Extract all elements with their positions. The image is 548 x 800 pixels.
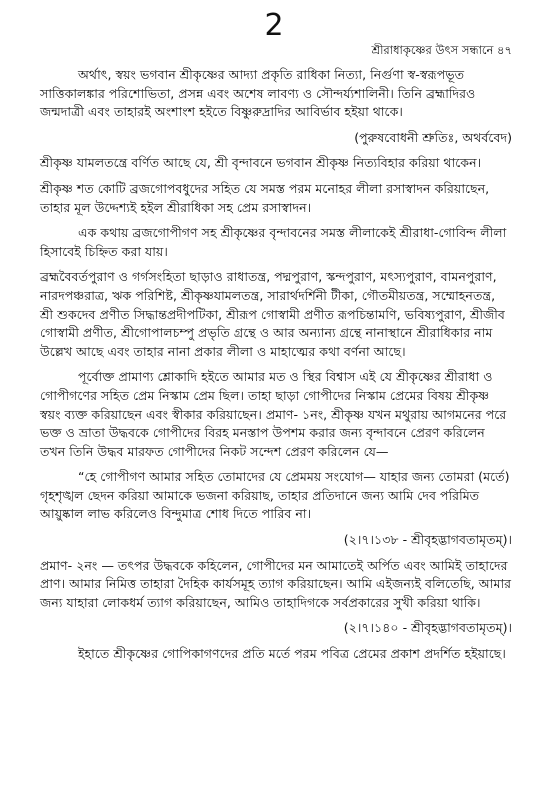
quote-paragraph: “হে গোপীগণ আমার সহিত তোমাদের যে প্রেমময় সংযোগ— যাহার জন্য তোমরা (মর্তে) গৃহশৃঙ্খল ছেদন করিয়া আমাকে ভজনা করিয়াছ, তাহার প্রতিদানে জন্য আমি দেব পরিমিত আয়ুষ্কাল লাভ করিলেও বিন্দুমাত্র শোধ দিতে পারিব না। xyxy=(40,469,510,522)
running-head: শ্রীরাধাকৃষ্ণের উৎস সন্ধানে ৪৭ xyxy=(371,43,512,57)
citation-1: (পুরুষবোধনী শ্রুতিঃ, অথর্ববেদ) xyxy=(354,129,512,145)
paragraph-6: পূর্বোক্ত প্রামাণ্য শ্লোকাদি হইতে আমার মত ও স্থির বিশ্বাস এই যে শ্রীকৃষ্ণের শ্রীরাধা ও গোপীগণের সহিত প্রেম নিস্কাম প্রেম ছিল। তাহা ছাড়া গোপীদের নিস্কাম প্রেমের বিষয় শ্রীকৃষ্ণ স্বয়ং ব্যক্ত করিয়াছেন এবং স্বীকার করিয়াছেন। প্রমাণ- ১নং, শ্রীকৃষ্ণ যখন মথুরায় আগমনের পরে ভক্ত ও ভ্রাতা উদ্ধবকে গোপীদের বিরহ মনস্তাপ উপশম করার জন্য বৃন্দাবনে প্রেরণ করিলেন তখন তিনি উদ্ধব মারফত গোপীদের নিকট সন্দেশ প্রেরণ করিলেন যে— xyxy=(40,369,507,459)
paragraph-7: প্রমাণ- ২নং — তৎপর উদ্ধবকে কহিলেন, গোপীদের মন আমাতেই অর্পিত এবং আমিই তাহাদের প্রাণ। আমার নিমিত্ত তাহারা দৈহিক কার্যসমূহ ত্যাগ করিয়াছেন। আমি এইজন্যই বলিতেছি, আমার জন্য যাহারা লোকধর্ম ত্যাগ করিয়াছেন, আমিও তাহাদিগকে সর্বপ্রকারের সুখী করিয়া থাকি। xyxy=(40,557,512,610)
paragraph-5: ব্রহ্মবৈবর্তপুরাণ ও গর্গসংহিতা ছাড়াও রাধাতন্ত্র, পদ্মপুরাণ, স্কন্দপুরাণ, মৎস্যপুরাণ, বামনপুরাণ, নারদপঞ্চরাত্র, ঋক পরিশিষ্ট, শ্রীকৃষ্ণযামলতন্ত্র, সারার্থদর্শিনী টীকা, গৌতমীয়তন্ত্র, সম্মোহনতন্ত্র, শ্রী শুকদেব প্রণীত সিদ্ধান্তপ্রদীপটিকা, শ্রীরূপ গোস্বামী প্রণীত রূপচিন্তামণি, ভবিষ্যপুরাণ, শ্রীজীব গোস্বামী প্রণীত, শ্রীগোপালচম্পু প্রভৃতি গ্রন্থে ও আর অন্যান্য গ্রন্থে নানাস্থানে শ্রীরাধিকার নাম উল্লেখ আছে এবং তাহার নানা প্রকার লীলা ও মাহাত্মের কথা বর্ণনা আছে। xyxy=(40,269,505,359)
paragraph-8: ইহাতে শ্রীকৃষ্ণের গোপিকাগণদের প্রতি মর্তে পরম পবিত্র প্রেমের প্রকাশ প্রদর্শিত হইয়াছে। xyxy=(78,646,506,662)
page-number: 2 xyxy=(264,8,284,43)
paragraph-2: শ্রীকৃষ্ণ যামলতন্ত্রে বর্ণিত আছে যে, শ্রী বৃন্দাবনে ভগবান শ্রীকৃষ্ণ নিত্যবিহার করিয়া থাকেন। xyxy=(40,155,482,171)
citation-3: (২।৭।১৪০ - শ্রীবৃহদ্ভাগবতামৃতম্)। xyxy=(343,620,512,636)
paragraph-1: অর্থাৎ, স্বয়ং ভগবান শ্রীকৃষ্ণের আদ্যা প্রকৃতি রাধিকা নিত্যা, নির্গুণা স্ব-স্বরূপভূত সাত্তিকালঙ্কার পরিশোভিতা, প্রসন্ন এবং অশেষ লাবণ্য ও সৌন্দর্য্যশালিনী। তিনি ব্রহ্মাদিরও জন্মদাত্রী এবং তাহারই অংশাংশ হইতে বিষ্ণুরুদ্রাদির আবির্ভাব হইয়া থাকে। xyxy=(40,67,476,120)
citation-2: (২।৭।১৩৮ - শ্রীবৃহদ্ভাগবতামৃতম্)। xyxy=(343,532,512,548)
page-body xyxy=(40,66,512,671)
paragraph-4: এক কথায় ব্রজগোপীগণ সহ শ্রীকৃষ্ণের বৃন্দাবনের সমস্ত লীলাকেই শ্রীরাধা-গোবিন্দ লীলা হিসাবেই চিহ্নিত করা যায়। xyxy=(40,225,507,259)
paragraph-3: শ্রীকৃষ্ণ শত কোটি ব্রজগোপবধুদের সহিত যে সমস্ত পরম মনোহর লীলা রসাস্বাদন করিয়াছেন, তাহার মূল উদ্দেশ্যই হইল শ্রীরাধিকা সহ প্রেম রসাস্বাদন। xyxy=(40,180,490,215)
